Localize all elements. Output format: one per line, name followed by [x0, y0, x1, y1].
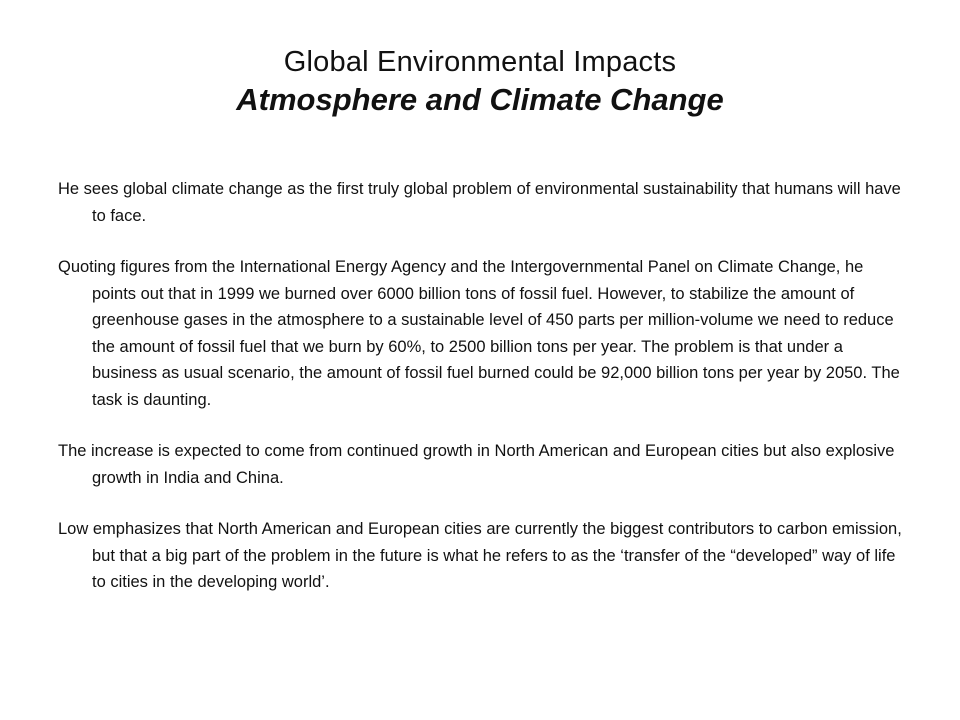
slide-subtitle: Atmosphere and Climate Change: [236, 82, 724, 117]
slide-title: Global Environmental Impacts: [283, 46, 677, 78]
paragraph-climate-problem: He sees global climate change as the first truly global problem of environmental sustainability that humans will have to face.: [58, 180, 901, 225]
slide-title-block: [60, 44, 900, 120]
slide-body: [58, 176, 908, 621]
paragraph-fossil-fuel-figures: Quoting figures from the International Energy Agency and the Intergovernmental Panel on Climate Change, he points out that in 1999 we burned over 6000 billion tons of fossil fuel. However, to stabilize the amount of greenhouse gases in the atmosphere to a sustainable level of 450 parts per million-volume we need to reduce the amount of fossil fuel that we burn by 60%, to 2500 billion tons per year. The problem is that under a business as usual scenario, the amount of fossil fuel burned could be 92,000 billion tons per year by 2050. The task is daunting.: [58, 258, 900, 409]
paragraph-carbon-contributors: Low emphasizes that North American and European cities are currently the biggest contributors to carbon emission, but that a big part of the problem in the future is what he refers to as the ‘transfer of the “developed” way of life to cities in the developing world’.: [58, 520, 902, 591]
paragraph-growth-sources: The increase is expected to come from continued growth in North American and European cities but also explosive growth in India and China.: [58, 442, 895, 487]
